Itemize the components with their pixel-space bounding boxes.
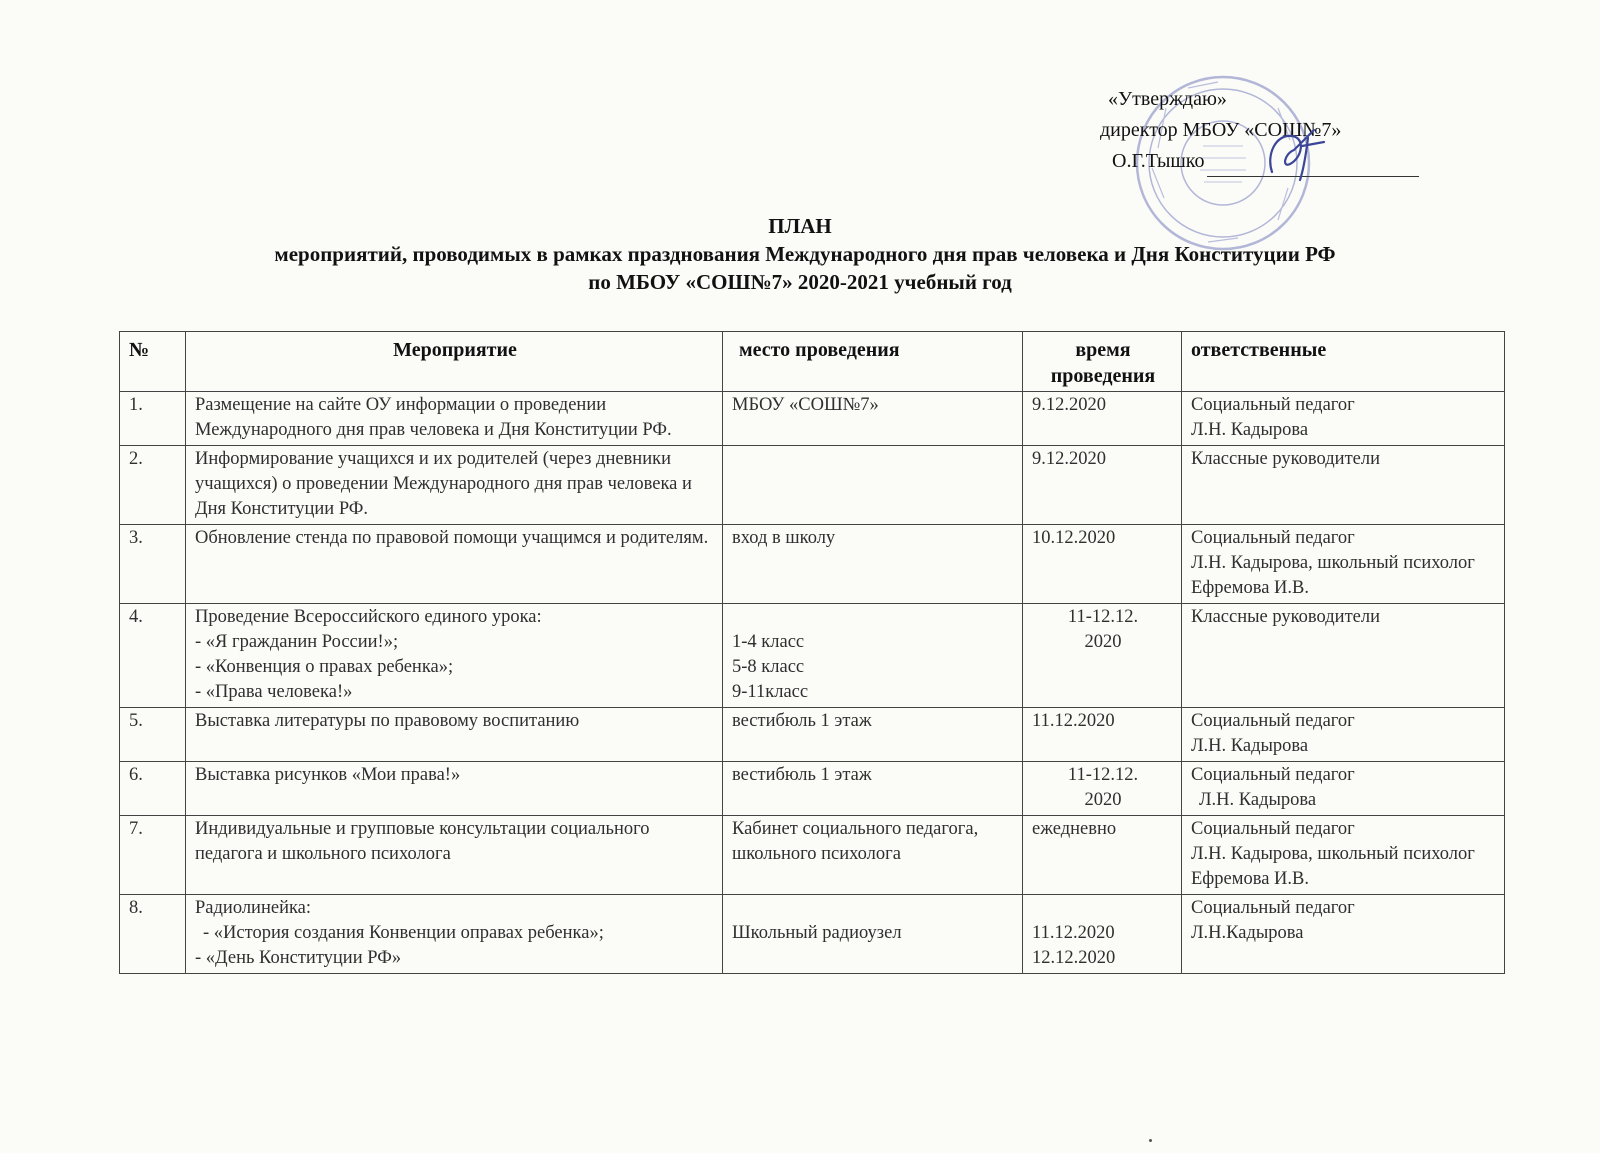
row-place: МБОУ «СОШ№7»	[723, 392, 1023, 446]
row-place	[723, 895, 1023, 974]
row-place	[723, 604, 1023, 708]
row-event: Выставка литературы по правовому воспитанию	[186, 708, 723, 762]
row-place: Кабинет социального педагога, школьного психолога	[723, 816, 1023, 895]
row-responsible	[1182, 525, 1505, 604]
row-place-line: 1-4 класс	[732, 632, 805, 652]
row-number: 2.	[120, 446, 186, 525]
row-event-line: - «История создания Конвенции оправах ребенка»;	[203, 923, 604, 943]
row-responsible-line: Социальный педагог	[1191, 819, 1355, 839]
row-event: Индивидуальные и групповые консультации социального педагога и школьного психолога	[186, 816, 723, 895]
row-time-line: 2020	[1084, 632, 1122, 652]
row-number: 3.	[120, 525, 186, 604]
row-time-line: 11.12.2020	[1032, 711, 1115, 731]
row-number: 6.	[120, 762, 186, 816]
row-responsible-line: Л.Н. Кадырова, школьный психолог Ефремова И.В.	[1191, 553, 1475, 598]
row-time-line: 10.12.2020	[1032, 528, 1116, 548]
signature-line	[1207, 154, 1419, 177]
row-place-line: 5-8 класс	[732, 657, 805, 677]
row-time	[1023, 392, 1182, 446]
title-subject: мероприятий, проводимых в рамках празднования Международного дня прав человека и Дня Конституции РФ	[274, 242, 1336, 266]
row-responsible	[1182, 762, 1505, 816]
header-responsible: ответственные	[1182, 332, 1505, 392]
row-place: вестибюль 1 этаж	[723, 708, 1023, 762]
row-responsible-line: Социальный педагог	[1191, 711, 1355, 731]
header-time: время проведения	[1023, 332, 1182, 392]
row-time-line: 2020	[1084, 790, 1122, 810]
table-header-row	[120, 332, 1505, 392]
row-time-line: 11-12.12.	[1067, 607, 1139, 627]
row-time	[1023, 895, 1182, 974]
table-row	[120, 392, 1505, 446]
row-time-line: ежедневно	[1032, 819, 1117, 839]
row-event-line: - «Конвенция о правах ребенка»;	[195, 657, 454, 677]
table-row	[120, 895, 1505, 974]
signature-icon	[1262, 124, 1332, 184]
row-responsible	[1182, 392, 1505, 446]
row-event: Выставка рисунков «Мои права!»	[186, 762, 723, 816]
row-event-line: Радиолинейка:	[195, 898, 312, 918]
approval-block	[1100, 84, 1419, 177]
row-responsible	[1182, 816, 1505, 895]
scan-artifact	[1149, 1139, 1152, 1142]
row-responsible-line: Л.Н.Кадырова	[1191, 923, 1304, 943]
row-place	[723, 446, 1023, 525]
header-place: место проведения	[723, 332, 1023, 392]
row-time-line: 9.12.2020	[1032, 395, 1106, 415]
row-event-line: - «День Конституции РФ»	[195, 948, 402, 968]
row-responsible-line: Социальный педагог	[1191, 395, 1355, 415]
row-responsible	[1182, 446, 1505, 525]
row-time-line: 11.12.2020	[1032, 923, 1115, 943]
row-number: 8.	[120, 895, 186, 974]
row-time-line: 12.12.2020	[1032, 948, 1116, 968]
row-responsible	[1182, 895, 1505, 974]
signatory-name: О.Г.Тышко	[1112, 150, 1205, 172]
row-time	[1023, 816, 1182, 895]
row-event: Размещение на сайте ОУ информации о проведении Международного дня прав человека и Дня Конституции РФ.	[186, 392, 723, 446]
approval-position: директор МБОУ «СОШ№7»	[1100, 119, 1342, 141]
table-row	[120, 762, 1505, 816]
row-time	[1023, 762, 1182, 816]
row-event: Обновление стенда по правовой помощи учащимся и родителям.	[186, 525, 723, 604]
row-place: вестибюль 1 этаж	[723, 762, 1023, 816]
row-responsible-line: Л.Н. Кадырова	[1191, 736, 1309, 756]
document-title	[0, 212, 1600, 296]
table-row	[120, 816, 1505, 895]
row-responsible-line: Л.Н. Кадырова	[1191, 420, 1309, 440]
table-row	[120, 446, 1505, 525]
row-responsible-line: Социальный педагог	[1191, 898, 1355, 918]
events-table	[119, 331, 1505, 974]
row-number: 7.	[120, 816, 186, 895]
row-responsible-line: Социальный педагог	[1191, 528, 1355, 548]
table-row	[120, 525, 1505, 604]
row-event-line: - «Я гражданин России!»;	[195, 632, 399, 652]
row-event	[186, 604, 723, 708]
row-time	[1023, 604, 1182, 708]
row-responsible-line: Классные руководители	[1191, 449, 1380, 469]
row-place-line: 9-11класс	[732, 682, 809, 702]
title-school-year: по МБОУ «СОШ№7» 2020-2021 учебный год	[588, 270, 1012, 294]
row-number: 4.	[120, 604, 186, 708]
row-time-line: 9.12.2020	[1032, 449, 1106, 469]
row-place: вход в школу	[723, 525, 1023, 604]
row-responsible	[1182, 604, 1505, 708]
row-place-line: Школьный радиоузел	[732, 923, 902, 943]
row-number: 5.	[120, 708, 186, 762]
row-event-line: - «Права человека!»	[195, 682, 353, 702]
row-time	[1023, 446, 1182, 525]
row-time	[1023, 708, 1182, 762]
approval-heading: «Утверждаю»	[1108, 88, 1227, 110]
header-event: Мероприятие	[186, 332, 723, 392]
row-event	[186, 895, 723, 974]
table-row	[120, 708, 1505, 762]
row-event: Информирование учащихся и их родителей (через дневники учащихся) о проведении Международного дня прав человека и Дня Конституции РФ.	[186, 446, 723, 525]
row-responsible-line: Классные руководители	[1191, 607, 1380, 627]
row-time	[1023, 525, 1182, 604]
row-responsible-line: Социальный педагог	[1191, 765, 1355, 785]
header-number: №	[120, 332, 186, 392]
approval-signatory	[1100, 146, 1419, 177]
row-time-line: 11-12.12.	[1067, 765, 1139, 785]
title-plan: ПЛАН	[768, 214, 832, 238]
row-responsible	[1182, 708, 1505, 762]
row-event-line: Проведение Всероссийского единого урока:	[195, 607, 542, 627]
row-number: 1.	[120, 392, 186, 446]
table-row	[120, 604, 1505, 708]
row-responsible-line: Л.Н. Кадырова	[1199, 790, 1317, 810]
row-responsible-line: Л.Н. Кадырова, школьный психолог Ефремова И.В.	[1191, 844, 1475, 889]
